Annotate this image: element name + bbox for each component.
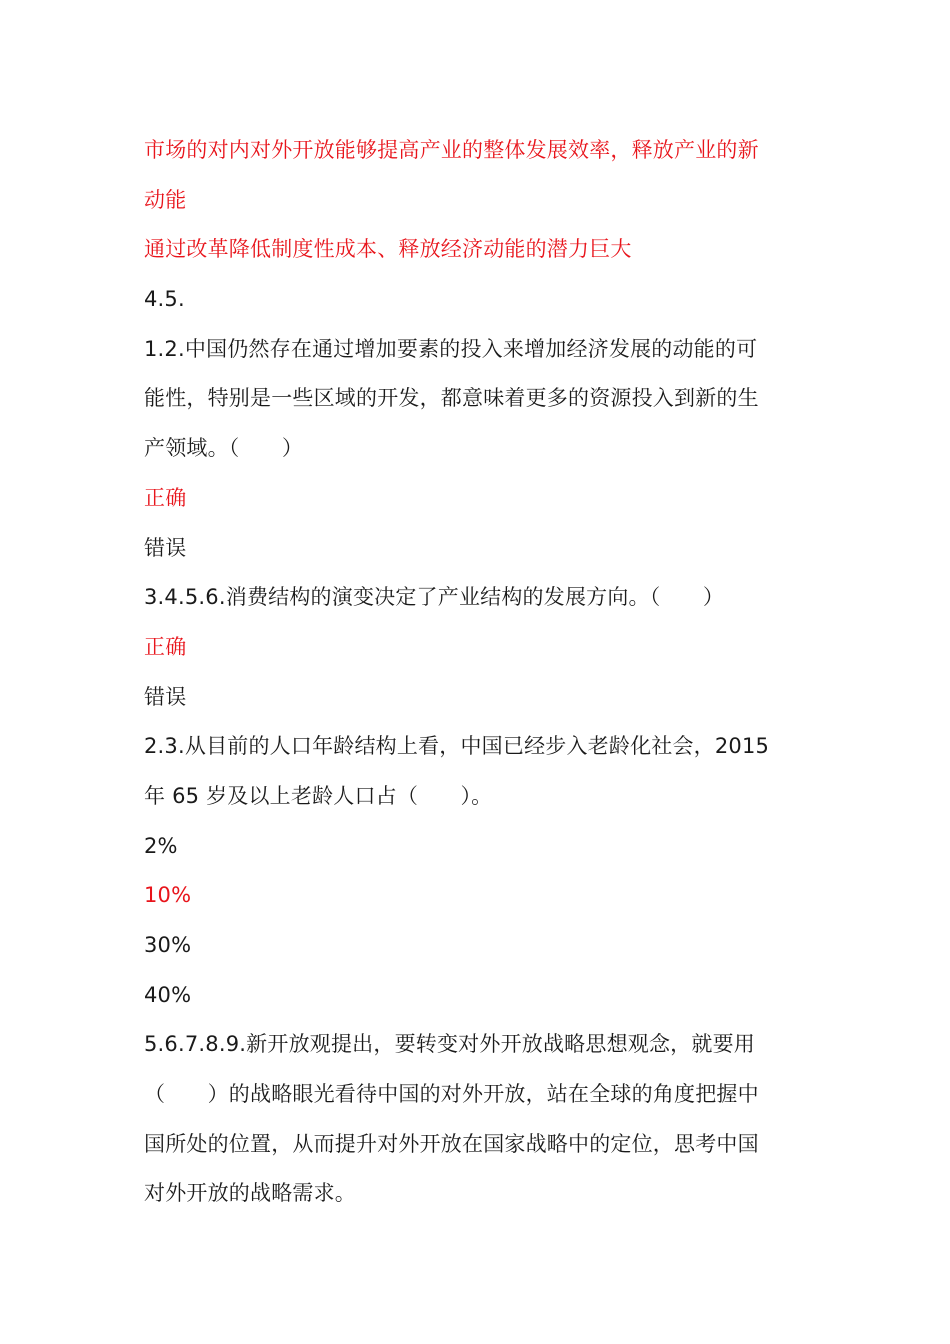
- question-text: 国所处的位置，从而提升对外开放在国家战略中的定位，思考中国: [144, 1131, 759, 1156]
- option-correct-answer: 正确: [144, 485, 187, 510]
- option: 30%: [144, 933, 192, 957]
- question-number: 4.5.: [144, 287, 185, 312]
- option: 错误: [144, 535, 187, 560]
- question-text: 对外开放的战略需求。: [144, 1181, 356, 1206]
- option: 错误: [144, 684, 187, 709]
- question-text: 年 65 岁及以上老龄人口占（ ）。: [144, 783, 493, 808]
- option: 40%: [144, 982, 192, 1007]
- option-correct-answer: 10%: [144, 883, 192, 908]
- question-text: 3.4.5.6.消费结构的演变决定了产业结构的发展方向。（ ）: [144, 585, 725, 610]
- document-page: [144, 126, 808, 1219]
- question-text: 1.2.中国仍然存在通过增加要素的投入来增加经济发展的动能的可: [144, 336, 758, 361]
- answer-line: 动能: [144, 187, 187, 212]
- question-text: （ ）的战略眼光看待中国的对外开放，站在全球的角度把握中: [144, 1082, 759, 1107]
- question-text: 产领域。（ ）: [144, 436, 304, 461]
- question-text: 5.6.7.8.9.新开放观提出，要转变对外开放战略思想观念，就要用: [144, 1032, 755, 1057]
- answer-line: 市场的对内对外开放能够提高产业的整体发展效率，释放产业的新: [144, 138, 759, 162]
- question-text: 能性，特别是一些区域的开发，都意味着更多的资源投入到新的生: [144, 386, 759, 411]
- question-text: 2.3.从目前的人口年龄结构上看，中国已经步入老龄化社会，2015: [144, 734, 770, 759]
- option: 2%: [144, 833, 178, 858]
- option-correct-answer: 正确: [144, 634, 187, 659]
- answer-line: 通过改革降低制度性成本、释放经济动能的潜力巨大: [144, 237, 632, 262]
